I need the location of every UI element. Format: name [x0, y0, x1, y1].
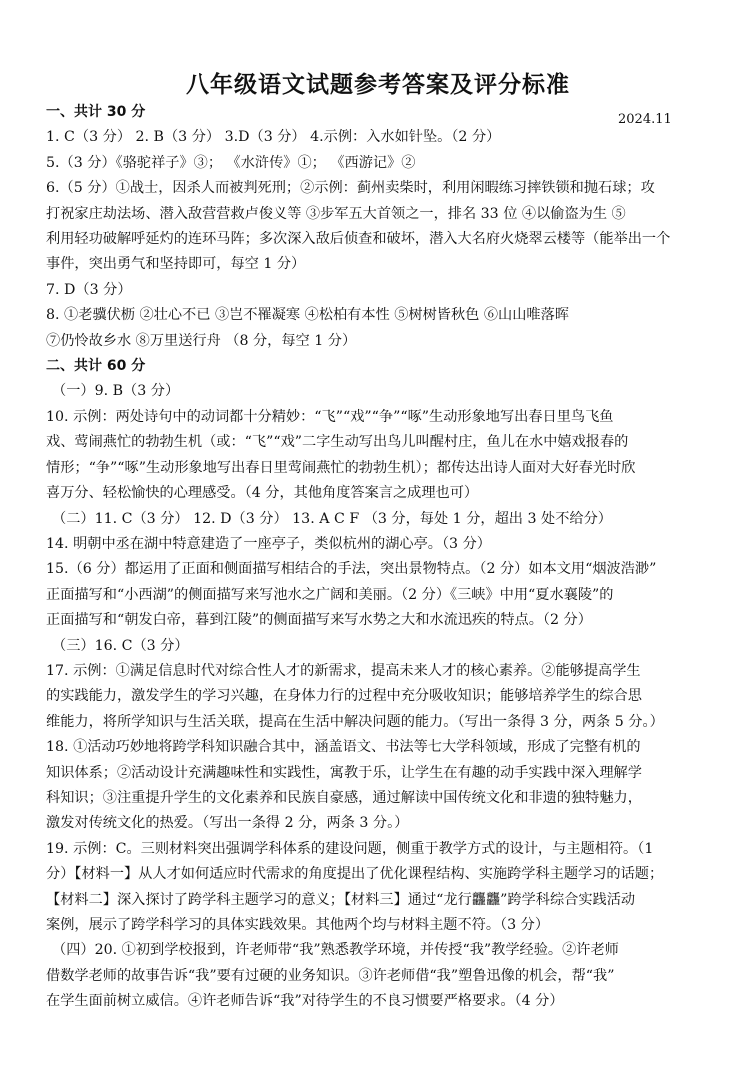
- answer-line: （一）9. B（3 分）: [52, 383, 180, 400]
- answer-line: 维能力，将所学知识与生活关联，提高在生活中解决问题的能力。（写出一条得 3 分，两条 5 分。）: [46, 713, 664, 730]
- answer-line: 的实践能力，激发学生的学习兴趣，在身体力行的过程中充分吸收知识；能够培养学生的综合思: [46, 688, 642, 705]
- section-heading: 二、共计 60 分: [46, 358, 146, 375]
- answer-line: 19. 示例：C。三则材料突出强调学科体系的建设问题，侧重于教学方式的设计，与主题相符。（1: [46, 840, 654, 857]
- section-heading: 一、共计 30 分: [46, 104, 146, 120]
- answer-line: 借数学老师的故事告诉“我”要有过硬的业务知识。③许老师借“我”塑鲁迅像的机会，帮“我”: [46, 967, 615, 984]
- answer-line: 15.（6 分）都运用了正面和侧面描写相结合的手法，突出景物特点。（2 分）如本文用“烟波浩渺”: [46, 561, 657, 578]
- answer-line: 情形；“争”“啄”生动形象地写出春日里莺闹燕忙的勃勃生机）；都传达出诗人面对大好春光时欣: [46, 459, 636, 476]
- answer-line: 利用轻功破解呼延灼的连环马阵；多次深入敌后侦查和破坏，潜入大名府火烧翠云楼等（能举出一个: [46, 231, 671, 248]
- answer-line: 事件，突出勇气和坚持即可，每空 1 分）: [46, 256, 306, 273]
- answer-line: 案例，展示了跨学科学习的具体实践效果。其他两个均与材料主题不符。（3 分）: [46, 917, 550, 933]
- answer-line: 正面描写和“小西湖”的侧面描写来写池水之广阔和美丽。（2 分）《三峡》中用“夏水襄陵”的: [46, 586, 614, 603]
- answer-line: 17. 示例：①满足信息时代对综合性人才的新需求，提高未来人才的核心素养。②能够提高学生: [46, 662, 641, 679]
- answer-line: （二）11. C（3 分） 12. D（3 分） 13. A C F （3 分，每处 1 分，超出 3 处不给分）: [52, 510, 612, 527]
- answer-line: 科知识；③注重提升学生的文化素养和民族自豪感，通过解读中国传统文化和非遗的独特魅力，: [46, 789, 642, 806]
- answer-line: 5.（3 分）《骆驼祥子》③； 《水浒传》①； 《西游记》②: [46, 154, 416, 171]
- answer-line: 18. ①活动巧妙地将跨学科知识融合其中，涵盖语文、书法等七大学科领域，形成了完整有机的: [46, 739, 641, 756]
- answer-line: 激发对传统文化的热爱。（写出一条得 2 分，两条 3 分。）: [46, 815, 409, 832]
- answer-line: 7. D（3 分）: [46, 281, 132, 298]
- answer-line: 【材料二】深入探讨了跨学科主题学习的意义；【材料三】通过“龙行龘龘”跨学科综合实践活动: [46, 891, 636, 908]
- answer-line: 8. ①老骥伏枥 ②壮心不已 ③岂不罹凝寒 ④松柏有本性 ⑤树树皆秋色 ⑥山山唯落晖: [46, 307, 569, 324]
- answer-line: 喜万分、轻松愉快的心理感受。（4 分，其他角度答案言之成理也可）: [46, 485, 479, 502]
- answer-line: 分）【材料一】从人才如何适应时代需求的角度提出了优化课程结构、实施跨学科主题学习的话题；: [46, 866, 664, 883]
- answer-line: 在学生面前树立威信。④许老师告诉“我”对待学生的不良习惯要严格要求。（4 分）: [46, 993, 564, 1010]
- answer-line: 打祝家庄劫法场、潜入敌营营救卢俊义等 ③步军五大首领之一，排名 33 位 ④以偷盗为生 ⑤: [46, 205, 626, 222]
- answer-line: 1. C（3 分） 2. B（3 分） 3.D（3 分） 4.示例：入水如针坠。（2 分）: [46, 129, 501, 146]
- answer-line: 正面描写和“朝发白帝，暮到江陵”的侧面描写来写水势之大和水流迅疾的特点。（2 分）: [46, 612, 592, 629]
- answer-line: 14. 明朝中丞在湖中特意建造了一座亭子，类似杭州的湖心亭。（3 分）: [46, 535, 491, 552]
- answer-content: [46, 100, 722, 1015]
- answer-line: ⑦仍怜故乡水 ⑧万里送行舟 （8 分，每空 1 分）: [46, 332, 357, 349]
- answer-line: 10. 示例：两处诗句中的动词都十分精妙：“飞”“戏”“争”“啄”生动形象地写出春日里鸟飞鱼: [46, 408, 614, 425]
- answer-line: 戏、莺闹燕忙的勃勃生机（或：“飞”“戏”二字生动写出鸟儿叫醒村庄，鱼儿在水中嬉戏报春的: [46, 434, 629, 451]
- answer-line: （四）20. ①初到学校报到，许老师带“我”熟悉教学环境，并传授“我”教学经验。②许老师: [52, 942, 619, 959]
- document-title: 八年级语文试题参考答案及评分标准: [186, 72, 570, 98]
- answer-line: 6.（5 分）①战士，因杀人而被判死刑；②示例：蓟州卖柴时，利用闲暇练习摔铁锁和抛石球；攻: [46, 180, 655, 197]
- answer-line: 知识体系；②活动设计充满趣味性和实践性，寓教于乐，让学生在有趣的动手实践中深入理解学: [46, 764, 642, 781]
- document-date: 2024.11: [618, 112, 672, 127]
- answer-line: （三）16. C（3 分）: [52, 637, 189, 654]
